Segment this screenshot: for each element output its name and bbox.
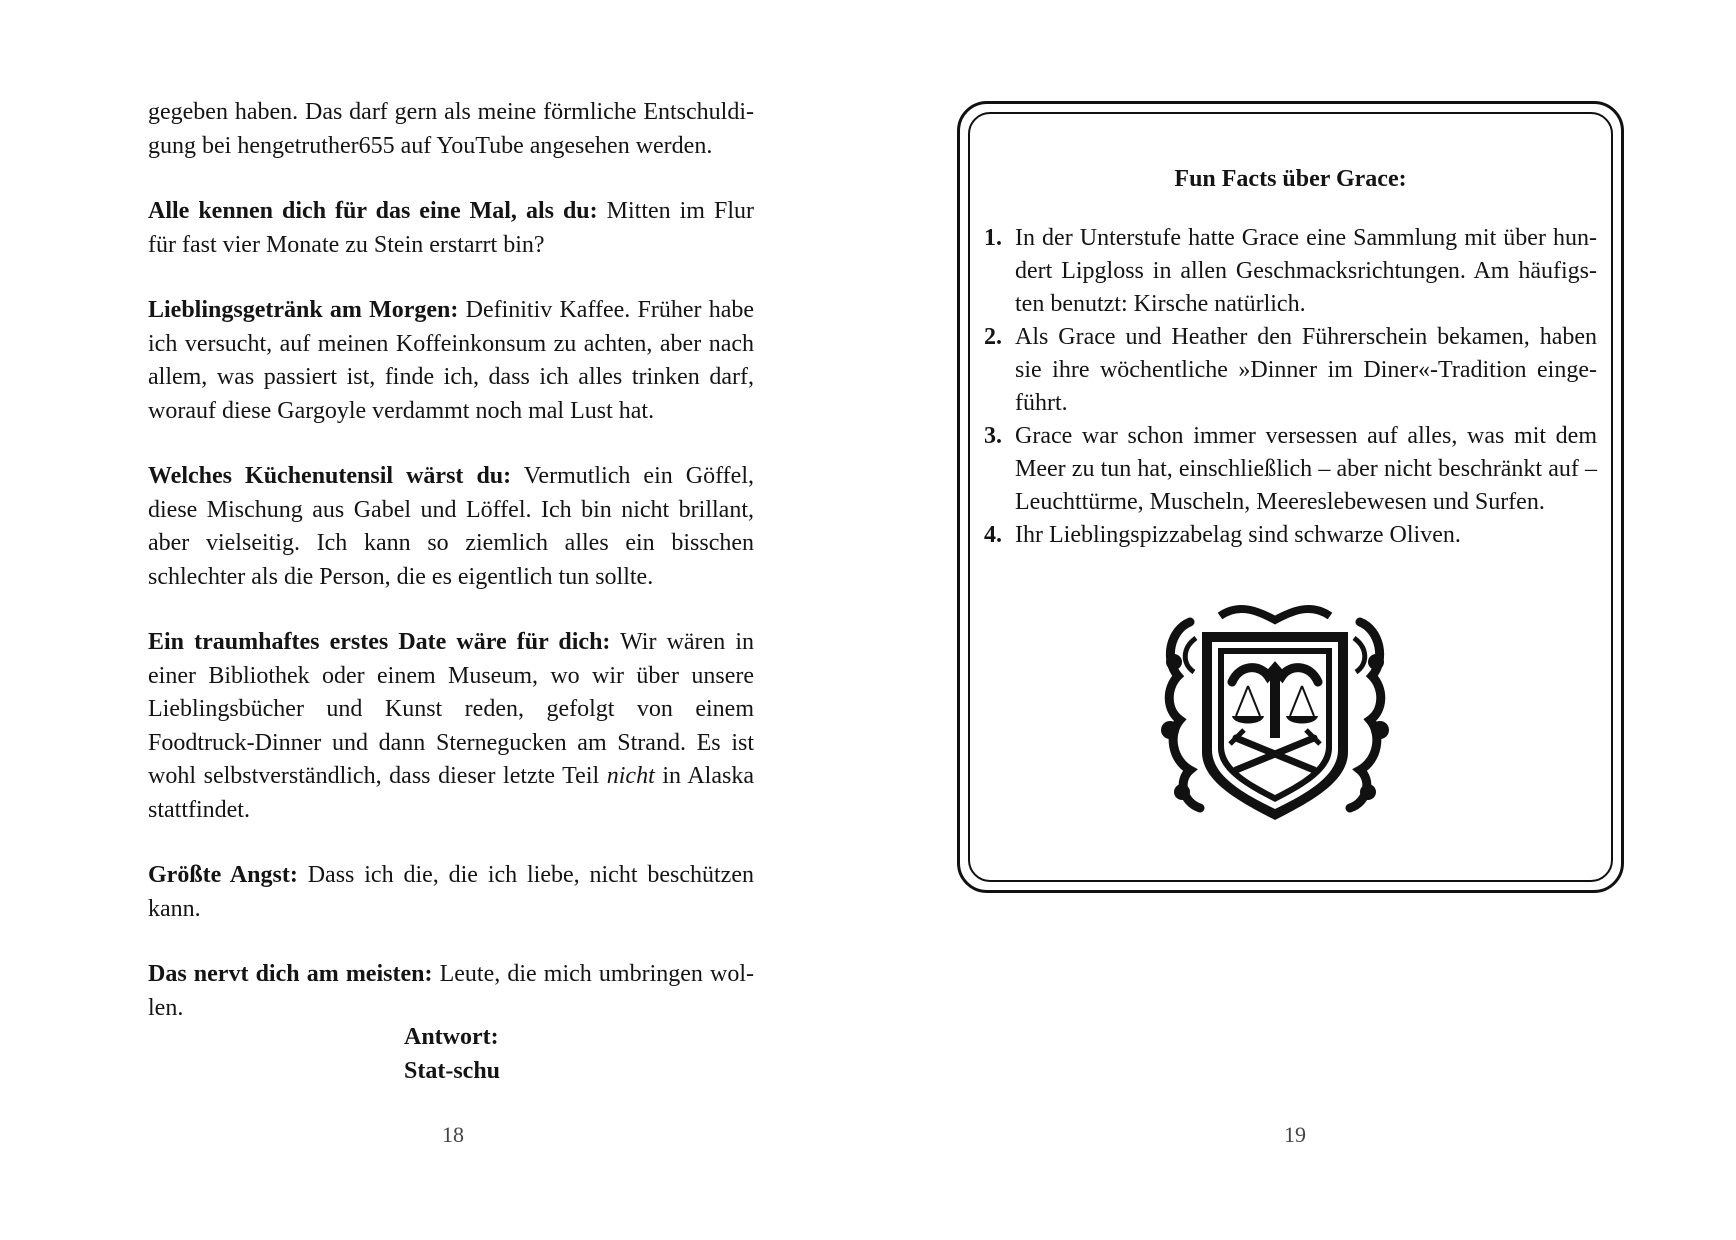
fun-fact-item bbox=[984, 222, 1597, 321]
qa-question: Ein traumhaftes erstes Date wäre für dich: bbox=[148, 629, 611, 655]
fun-fact-item bbox=[984, 519, 1597, 552]
fun-fact-number: 3. bbox=[984, 423, 1002, 449]
qa-answer: Dass ich die, die ich liebe, nicht beschützen kann. bbox=[148, 862, 754, 922]
left-text-column bbox=[148, 96, 754, 1057]
qa-paragraph-kitchen-utensil bbox=[148, 460, 754, 594]
page-number-right: 19 bbox=[1284, 1122, 1306, 1147]
fun-fact-number: 2. bbox=[984, 324, 1002, 350]
qa-question: Das nervt dich am meisten: bbox=[148, 961, 433, 987]
fun-fact-item bbox=[984, 420, 1597, 519]
qa-paragraph-biggest-fear bbox=[148, 859, 754, 926]
fun-fact-number: 1. bbox=[984, 225, 1002, 251]
fun-facts-title: Fun Facts über Grace: bbox=[1174, 166, 1407, 192]
qa-question: Größte Angst: bbox=[148, 862, 298, 888]
qa-question: Lieblingsgetränk am Morgen: bbox=[148, 297, 459, 323]
qa-answer-emphasis: nicht bbox=[606, 763, 655, 789]
intro-paragraph: gegeben haben. Das darf gern als meine förmliche Entschuldigung bei hengetruther655 auf YouTube angesehen werden. bbox=[148, 99, 754, 159]
qa-answer: Mitten im Flur für fast vier Monate zu Stein erstarrt bin? bbox=[148, 198, 754, 258]
qa-answer: Definitiv Kaffee. Früher habe ich versucht, auf meinen Koffeinkonsum zu achten, aber nach allem, was passiert ist, finde ich, dass ich alles trinken darf, worauf diese Gargoyle verdammt noch mal Lust hat. bbox=[148, 297, 755, 424]
qa-answer: Leute, die mich umbringen wollen. bbox=[148, 961, 755, 1021]
fun-fact-text: Ihr Lieblingspizzabelag sind schwarze Oliven. bbox=[1015, 522, 1461, 548]
answer-block bbox=[404, 1020, 500, 1088]
qa-answer: in Alaska stattfindet. bbox=[148, 763, 754, 823]
fun-fact-item bbox=[984, 321, 1597, 420]
qa-answer: Vermutlich ein Göffel, diese Mischung aus Gabel und Löffel. Ich bin nicht brillant, aber vielseitig. Ich kann so ziemlich alles ein bisschen schlechter als die Person, die es eigentlich tun sollte. bbox=[148, 463, 754, 590]
qa-paragraph-first-date bbox=[148, 626, 754, 827]
answer-label: Antwort: bbox=[404, 1024, 499, 1050]
answer-value: Stat-schu bbox=[404, 1058, 501, 1084]
page-number-left: 18 bbox=[442, 1122, 464, 1147]
fun-fact-text: In der Unterstufe hatte Grace eine Sammlung mit über hundert Lipgloss in allen Geschmacksrichtungen. Am häufigsten benutzt: Kirsche natürlich. bbox=[1015, 225, 1597, 317]
scales-crossed-swords-crest-icon bbox=[1160, 602, 1390, 826]
qa-paragraph-morning-drink bbox=[148, 294, 754, 428]
fun-fact-text: Grace war schon immer versessen auf alles, was mit dem Meer zu tun hat, einschließlich – aber nicht beschränkt auf – Leuchttürme, Muscheln, Meereslebewesen und Surfen. bbox=[1015, 423, 1597, 515]
fun-fact-number: 4. bbox=[984, 522, 1002, 548]
qa-paragraph-annoys-most bbox=[148, 958, 754, 1025]
qa-paragraph-known-for bbox=[148, 195, 754, 262]
fun-facts-box bbox=[957, 101, 1624, 893]
qa-question: Welches Küchenutensil wärst du: bbox=[148, 463, 512, 489]
qa-question: Alle kennen dich für das eine Mal, als du: bbox=[148, 198, 598, 224]
fun-facts-list bbox=[984, 222, 1597, 552]
qa-answer: Wir wären in einer Bibliothek oder einem Museum, wo wir über unsere Lieblingsbücher und Kunst reden, gefolgt von einem Foodtruck-Dinner und dann Sternegucken am Strand. Es ist wohl selbstverständlich, dass dieser letzte Teil bbox=[148, 629, 754, 789]
fun-fact-text: Als Grace und Heather den Führerschein bekamen, haben sie ihre wöchentliche »Dinner im Diner«-Tradition eingeführt. bbox=[1015, 324, 1597, 416]
